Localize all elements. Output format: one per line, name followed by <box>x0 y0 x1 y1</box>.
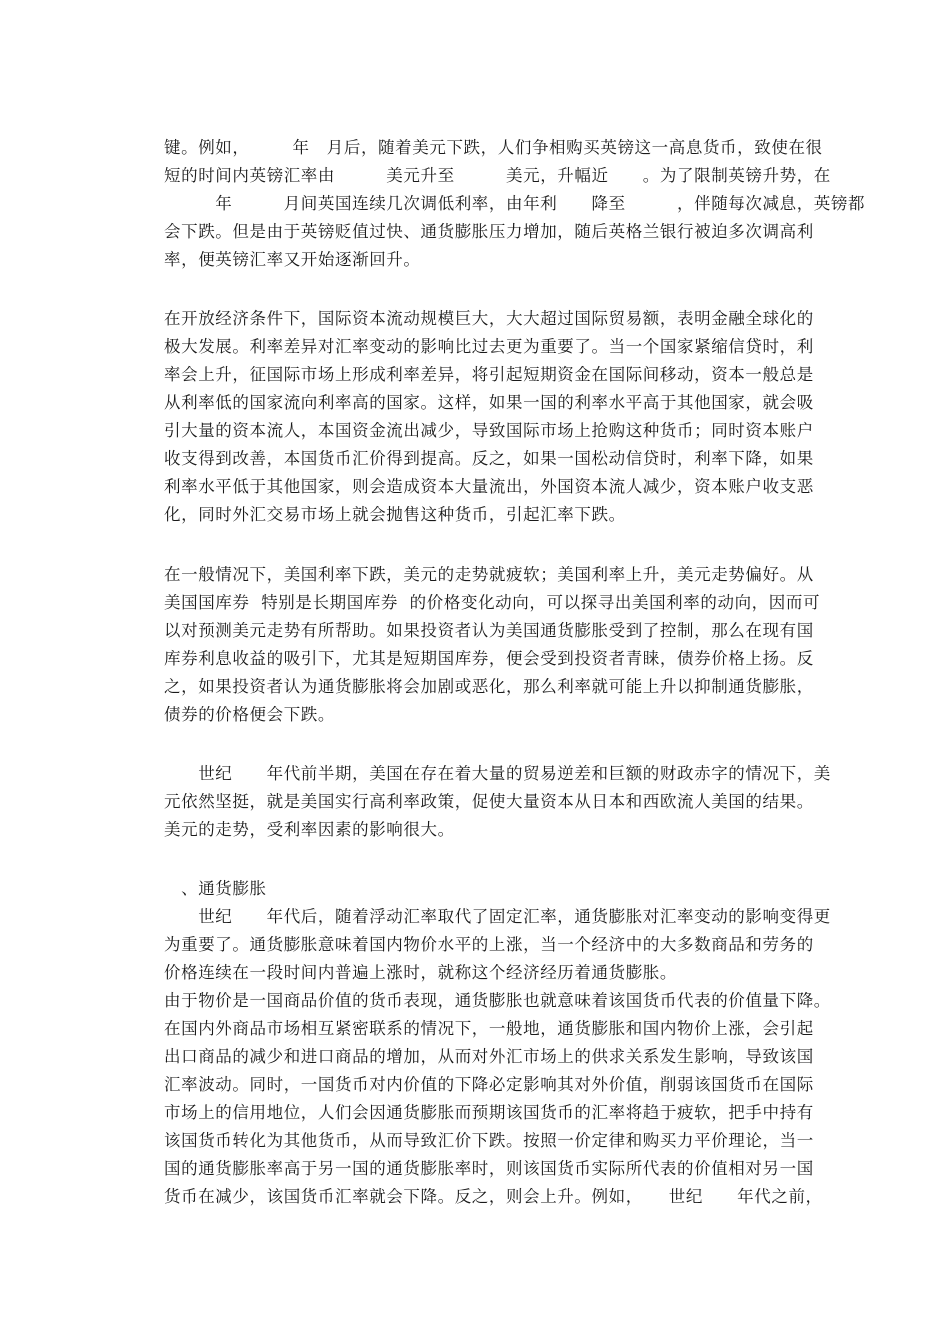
text-line: 该国货币转化为其他货币，从而导致汇价下跌。按照一价定律和购买力平价理论，当一 <box>164 1131 814 1150</box>
text-line: 世纪 年代前半期，美国在存在着大量的贸易逆差和巨额的财政赤字的情况下，美 <box>164 764 831 783</box>
text-line: 短的时间内英镑汇率由 美元升至 美元，升幅近 。为了限制英镑升势，在 <box>164 166 831 185</box>
text-line: 由于物价是一国商品价值的货币表现，通货膨胀也就意味着该国货币代表的价值量下降。 <box>164 991 831 1010</box>
text-line: 收支得到改善，本国货币汇价得到提高。反之，如果一国松动信贷时，利率下降，如果 <box>164 449 814 468</box>
text-line: 出口商品的减少和进口商品的增加，从而对外汇市场上的供求关系发生影响，导致该国 <box>164 1047 814 1066</box>
text-line: 率，便英镑汇率又开始逐渐回升。 <box>164 250 421 269</box>
text-line: 美国国库券 特别是长期国库券 的价格变化动向，可以探寻出美国利率的动向，因而可 <box>164 593 821 612</box>
text-line: 价格连续在一段时间内普遍上涨时，就称这个经济经历着通货膨胀。 <box>164 963 677 982</box>
text-line: 引大量的资本流人，本国资金流出减少，导致国际市场上抢购这种货币；同时资本账户 <box>164 421 814 440</box>
text-line: 从利率低的国家流向利率高的国家。这样，如果一国的利率水平高于其他国家，就会吸 <box>164 393 814 412</box>
section-heading: 、通货膨胀 <box>164 879 267 898</box>
text-line: 极大发展。利率差异对汇率变动的影响比过去更为重要了。当一个国家紧缩信贷时，利 <box>164 337 814 356</box>
text-line: 在国内外商品市场相互紧密联系的情况下，一般地，通货膨胀和国内物价上涨，会引起 <box>164 1019 814 1038</box>
text-line: 在开放经济条件下，国际资本流动规模巨大，大大超过国际贸易额，表明金融全球化的 <box>164 309 814 328</box>
text-line: 市场上的信用地位，人们会因通货膨胀而预期该国货币的汇率将趋于疲软，把手中持有 <box>164 1103 814 1122</box>
text-line: 利率水平低于其他国家，则会造成资本大量流出，外国资本流人减少，资本账户收支恶 <box>164 477 814 496</box>
text-line: 以对预测美元走势有所帮助。如果投资者认为美国通货膨胀受到了控制，那么在现有国 <box>164 621 814 640</box>
text-line: 化，同时外汇交易市场上就会抛售这种货币，引起汇率下跌。 <box>164 505 626 524</box>
text-line: 债券的价格便会下跌。 <box>164 705 335 724</box>
text-line: 库券利息收益的吸引下，尤其是短期国库券，便会受到投资者青睐，债券价格上扬。反 <box>164 649 814 668</box>
text-line: 会下跌。但是由于英镑贬值过快、通货膨胀压力增加，随后英格兰银行被迫多次调高利 <box>164 222 814 241</box>
text-line: 之，如果投资者认为通货膨胀将会加剧或恶化，那么利率就可能上升以抑制通货膨胀， <box>164 677 814 696</box>
text-line: 货币在减少，该国货币汇率就会下降。反之，则会上升。例如， 世纪 年代之前， <box>164 1187 823 1206</box>
text-line: 元依然坚挺，就是美国实行高利率政策，促使大量资本从日本和西欧流人美国的结果。 <box>164 792 814 811</box>
text-line: 为重要了。通货膨胀意味着国内物价水平的上涨，当一个经济中的大多数商品和劳务的 <box>164 935 814 954</box>
text-line: 美元的走势，受利率因素的影响很大。 <box>164 820 455 839</box>
text-line: 年 月间英国连续几次调低利率，由年利 降至 ，伴随每次减息，英镑都 <box>164 194 866 213</box>
text-line: 率会上升，征国际市场上形成利率差异，将引起短期资金在国际间移动，资本一般总是 <box>164 365 814 384</box>
text-line: 键。例如， 年 月后，随着美元下跌，人们争相购买英镑这一高息货币，致使在很 <box>164 138 823 157</box>
text-line: 在一般情况下，美国利率下跌，美元的走势就疲软；美国利率上升，美元走势偏好。从 <box>164 565 814 584</box>
text-line: 汇率波动。同时，一国货币对内价值的下降必定影响其对外价值，削弱该国货币在国际 <box>164 1075 814 1094</box>
text-line: 国的通货膨胀率高于另一国的通货膨胀率时，则该国货币实际所代表的价值相对另一国 <box>164 1159 814 1178</box>
text-line: 世纪 年代后，随着浮动汇率取代了固定汇率，通货膨胀对汇率变动的影响变得更 <box>164 907 831 926</box>
